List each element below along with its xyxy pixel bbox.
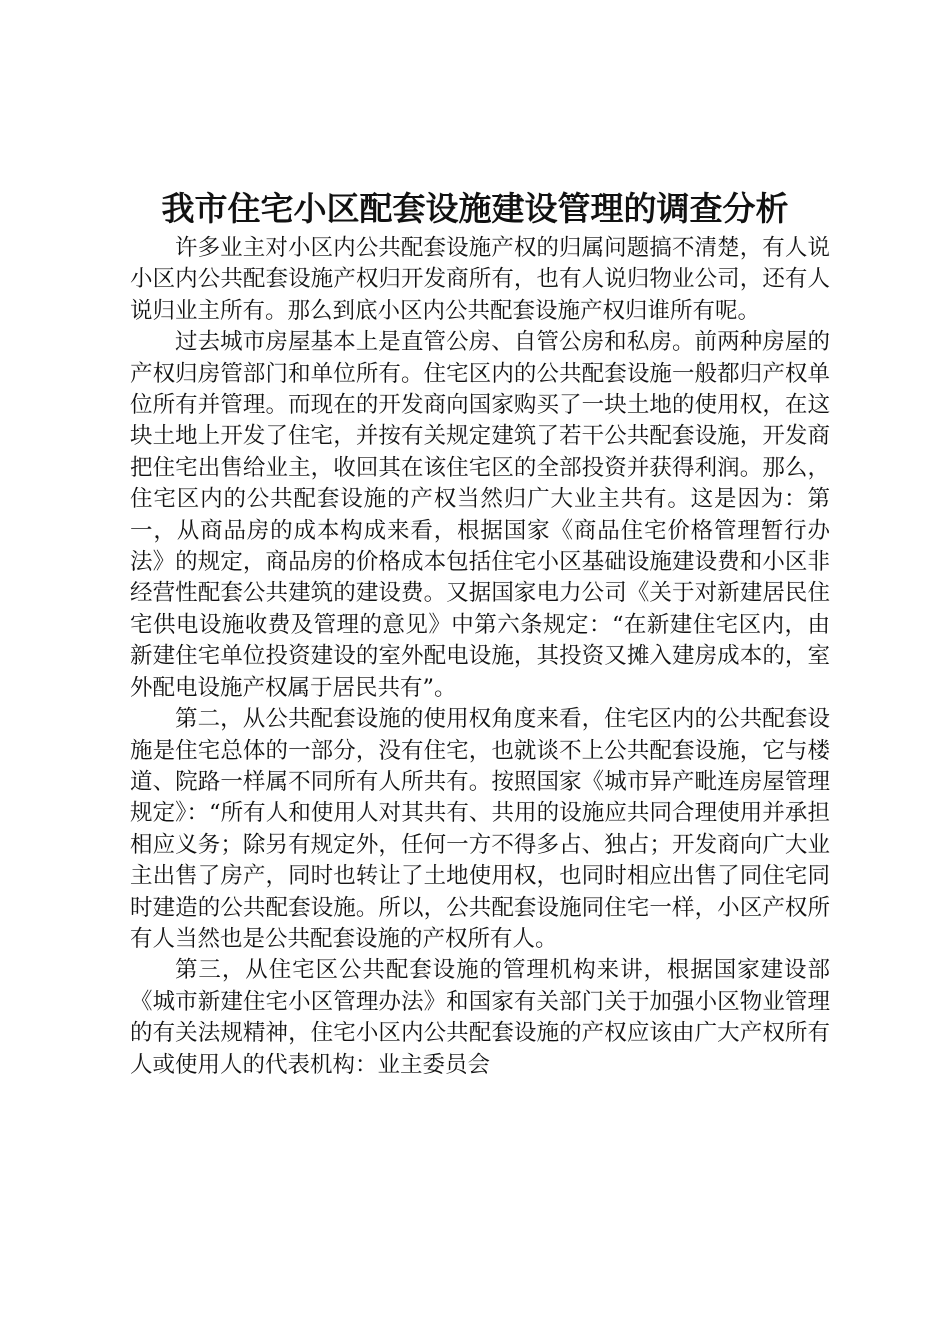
paragraph-3: 第二，从公共配套设施的使用权角度来看，住宅区内的公共配套设施是住宅总体的一部分，没有住宅，也就谈不上公共配套设施，它与楼道、院路一样属不同所有人所共有。按照国家《城市异产毗连房屋管理规定》：“所有人和使用人对其共有、共用的设施应共同合理使用并承担相应义务；除另有规定外，任何一方不得多占、独占；开发商向广大业主出售了房产，同时也转让了土地使用权，也同时相应出售了同住宅同时建造的公共配套设施。所以，公共配套设施同住宅一样，小区产权所有人当然也是公共配套设施的产权所有人。 xyxy=(130,706,830,952)
paragraph-4: 第三，从住宅区公共配套设施的管理机构来讲，根据国家建设部《城市新建住宅小区管理办法》和国家有关部门关于加强小区物业管理的有关法规精神，住宅小区内公共配套设施的产权应该由广大产权所有人或使用人的代表机构：业主委员会 xyxy=(130,957,830,1078)
document-title: 我市住宅小区配套设施建设管理的调查分析 xyxy=(161,189,789,228)
document-body xyxy=(130,233,830,1081)
paragraph-1: 许多业主对小区内公共配套设施产权的归属问题搞不清楚，有人说小区内公共配套设施产权归开发商所有，也有人说归物业公司，还有人说归业主所有。那么到底小区内公共配套设施产权归谁所有呢。 xyxy=(130,235,830,324)
paragraph-2: 过去城市房屋基本上是直管公房、自管公房和私房。前两种房屋的产权归房管部门和单位所有。住宅区内的公共配套设施一般都归产权单位所有并管理。而现在的开发商向国家购买了一块土地的使用权，在这块土地上开发了住宅，并按有关规定建筑了若干公共配套设施，开发商把住宅出售给业主，收回其在该住宅区的全部投资并获得利润。那么，住宅区内的公共配套设施的产权当然归广大业主共有。这是因为：第一，从商品房的成本构成来看，根据国家《商品住宅价格管理暂行办法》的规定，商品房的价格成本包括住宅小区基础设施建设费和小区非经营性配套公共建筑的建设费。又据国家电力公司《关于对新建居民住宅供电设施收费及管理的意见》中第六条规定：“在新建住宅区内，由新建住宅单位投资建设的室外配电设施，其投资又摊入建房成本的，室外配电设施产权属于居民共有”。 xyxy=(130,329,830,701)
